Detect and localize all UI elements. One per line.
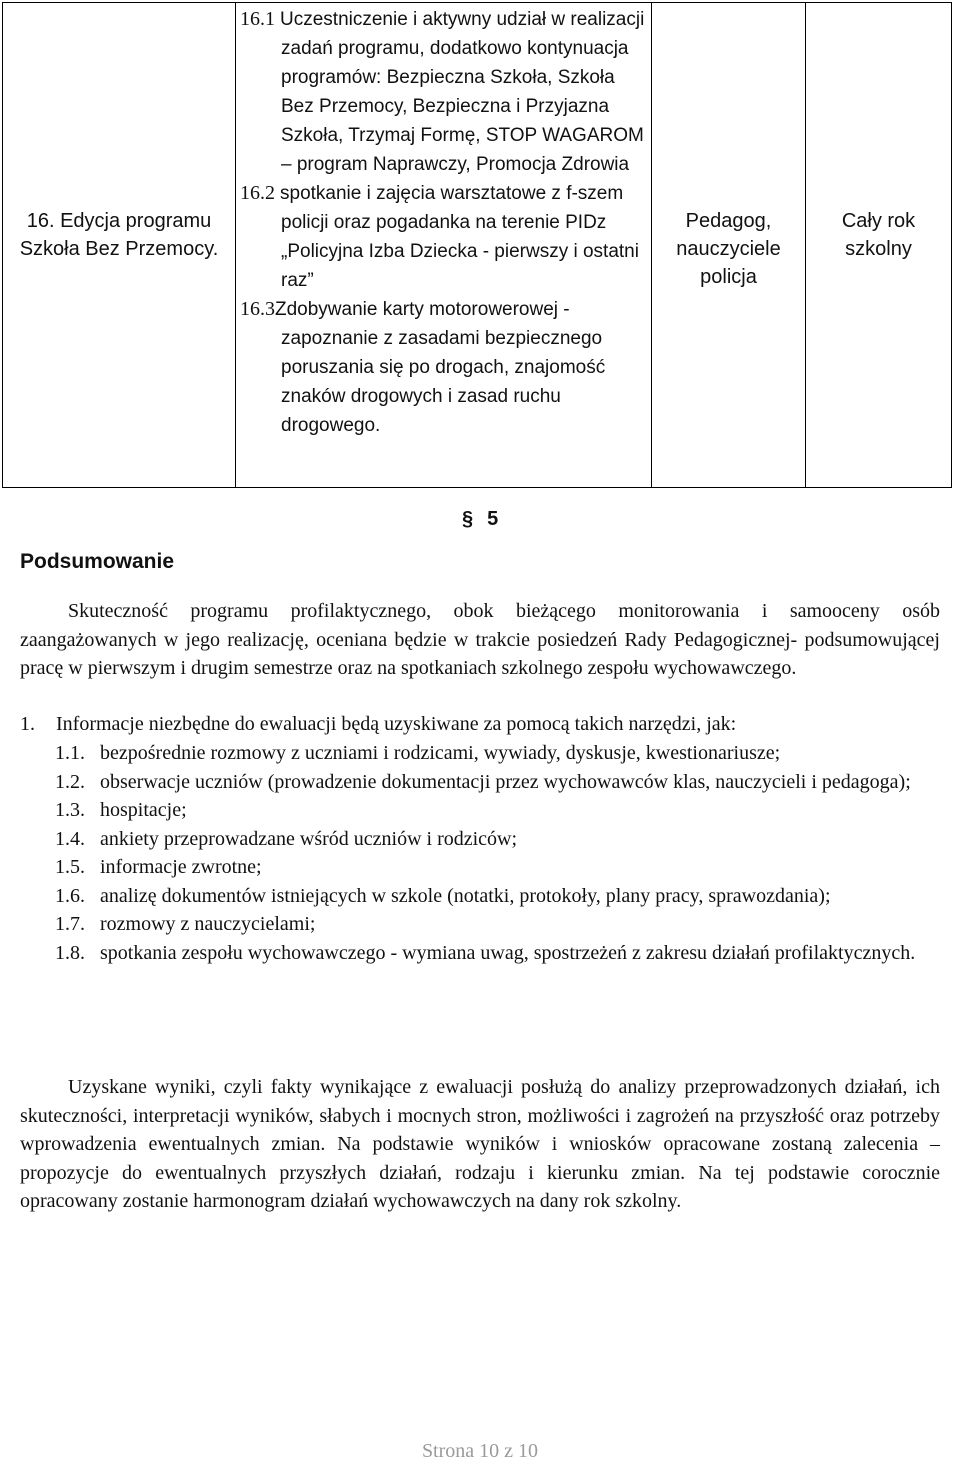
section-number-value: 5 [487,508,499,530]
program-name-cell [3,3,236,488]
footer-separator: z [504,1440,514,1462]
list-item [20,939,940,968]
task-text: Zdobywanie karty motorowerowej - zapoznanie z zasadami bezpiecznego poruszania się po drogach, znajomość znaków drogowych i zasad ruchu drogowego. [275,299,606,436]
task-text: spotkanie i zajęcia warsztatowe z f-szem policji oraz pogadanka na terenie PIDz „Policyjna Izba Dziecka - pierwszy i ostatni raz” [280,183,639,291]
list-item [20,910,940,939]
list-text: Informacje niezbędne do ewaluacji będą uzyskiwane za pomocą takich narzędzi, jak: [56,713,737,735]
task-list [236,3,651,440]
task-item [240,295,647,440]
page-footer [0,1440,960,1463]
list-item [20,882,940,911]
list-number: 1.6. [55,884,85,907]
section-number [462,508,498,531]
list-item [20,796,940,825]
list-text: obserwacje uczniów (prowadzenie dokumentacji przez wychowawców klas, nauczycieli i pedagoga); [100,770,911,793]
list-text: ankiety przeprowadzane wśród uczniów i rodziców; [100,827,518,850]
tasks-cell [236,3,652,488]
list-number: 1.8. [55,941,85,964]
term-cell [806,3,952,488]
responsible-persons: Pedagog, nauczyciele policja [676,210,781,288]
task-text: Uczestniczenie i aktywny udział w realizacji zadań programu, dodatkowo kontynuacja programów: Bezpieczna Szkoła, Szkoła Bez Przemocy, Bezpieczna i Przyjazna Szkoła, Trzymaj Formę, STOP WAGAROM – program Naprawczy, Promocja Zdrowia [280,9,645,175]
task-number: 16.1 [240,8,275,30]
task-number: 16.3 [240,298,275,320]
list-number: 1.7. [55,913,85,935]
list-text: analizę dokumentów istniejących w szkole (notatki, protokoły, plany pracy, sprawozdania); [100,884,831,907]
list-text: bezpośrednie rozmowy z uczniami i rodzicami, wywiady, dyskusje, kwestionariusze; [100,742,781,764]
summary-paragraph: Skuteczność programu profilaktycznego, obok bieżącego monitorowania i samooceny osób zaangażowanych w jego realizację, oceniana będzie w trakcie posiedzeń Rady Pedagogicznej- podsumowującej pracę w pierwszym i drugim semestrze oraz na spotkaniach szkolnego zespołu wychowawczego. [20,600,940,679]
list-number: 1.3. [55,799,85,821]
table-row [3,3,952,488]
closing-paragraph: Uzyskane wyniki, czyli fakty wynikające z ewaluacji posłużą do analizy przeprowadzonych działań, ich skuteczności, interpretacji wyników, słabych i mocnych stron, możliwości i zagrożeń na przyszłość oraz potrzeby wprowadzenia ewentualnych zmian. Na podstawie wyników i wniosków opracowane zostaną zalecenia – propozycje do ewentualnych przyszłych działań, rodzaju i kierunku zmian. Na tej podstawie corocznie opracowany zostanie harmonogram działań wychowawczych na dany rok szkolny. [20,1076,940,1212]
task-number: 16.2 [240,182,275,204]
list-item [20,768,940,797]
term: Cały rok szkolny [841,210,916,260]
list-number: 1.2. [55,770,85,793]
list-item [20,710,940,739]
task-item [240,179,647,295]
footer-prefix: Strona [421,1440,475,1462]
list-text: informacje zwrotne; [100,856,262,878]
list-text: spotkania zespołu wychowawczego - wymiana uwag, spostrzeżeń z zakresu działań profilaktycznych. [100,941,916,964]
page-total: 10 [518,1440,539,1462]
program-plan-table [2,2,952,488]
responsible-cell [652,3,806,488]
list-item [20,825,940,854]
list-number: 1.5. [55,856,85,878]
task-item [240,5,647,179]
evaluation-tools-list [20,739,940,967]
list-text: hospitacje; [100,799,187,821]
list-text: rozmowy z nauczycielami; [100,913,316,935]
main-list [20,710,940,739]
list-number: 1.1. [55,742,85,764]
section-symbol: § [462,508,474,530]
list-item [20,853,940,882]
list-item [20,739,940,768]
page-number: 10 [479,1440,500,1462]
list-number: 1.4. [55,827,85,850]
program-name: 16. Edycja programu Szkoła Bez Przemocy. [19,210,219,260]
summary-heading: Podsumowanie [20,550,175,573]
list-number: 1. [20,713,35,735]
